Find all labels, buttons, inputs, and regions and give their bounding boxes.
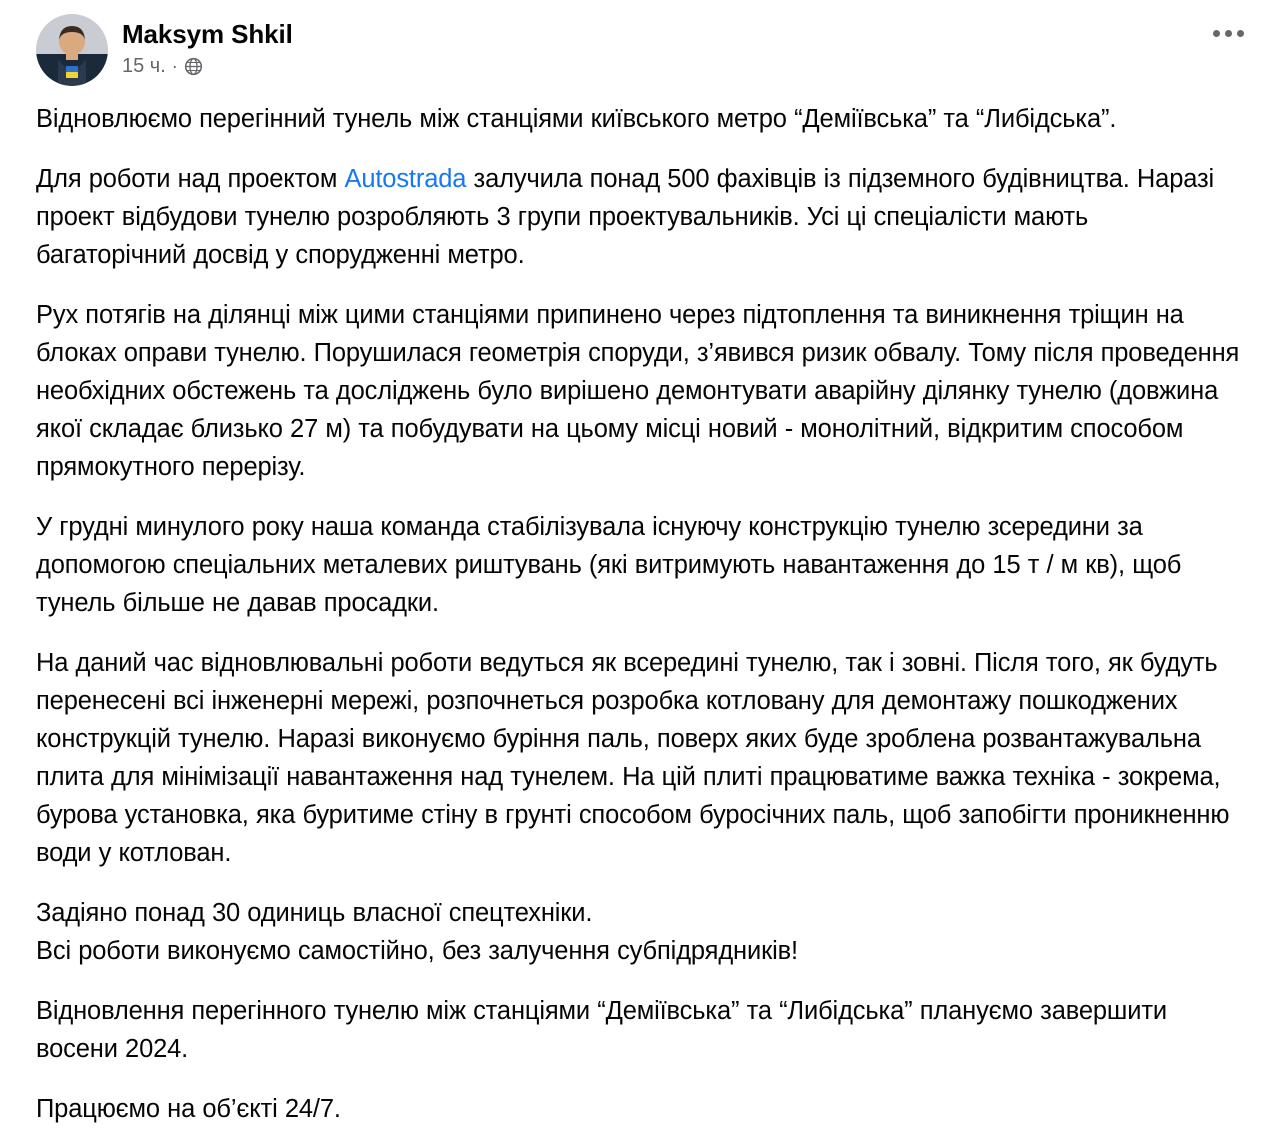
paragraph-text: Для роботи над проектом — [36, 165, 345, 193]
paragraph-text: Рух потягів на ділянці між цими станціями припинено через підтоплення та виникнення тріщин на блоках оправи тунелю. Порушилася геометрія споруди, з’явився ризик обвалу. Тому після проведення необхідних обстежень та досліджень було вирішено демонтувати аварійну ділянку тунелю (довжина якої складає близько 27 м) та побудувати на цьому місці новий - монолітний, відкритим способом прямокутного перерізу. — [36, 301, 1240, 481]
post-meta — [122, 54, 293, 78]
paragraph-text: Відновлення перегінного тунелю між станціями “Деміївська” та “Либідська” плануємо завершити восени 2024. — [36, 997, 1167, 1063]
author-name[interactable]: Maksym Shkil — [122, 19, 293, 49]
autostrada-link[interactable]: Autostrada — [344, 165, 467, 193]
post-paragraph — [36, 508, 1244, 622]
post-paragraph — [36, 644, 1244, 872]
dot — [1225, 30, 1232, 37]
post-paragraph — [36, 1090, 1244, 1128]
paragraph-text: Відновлюємо перегінний тунель між станціями київського метро “Деміївська” та “Либідська”. — [36, 105, 1117, 133]
paragraph-text: У грудні минулого року наша команда стабілізувала існуючу конструкцію тунелю зсередини за допомогою спеціальних металевих риштувань (які витримують навантаження до 15 т / м кв), щоб тунель більше не давав просадки. — [36, 513, 1182, 617]
paragraph-text: Задіяно понад 30 одиниць власної спецтехніки. — [36, 899, 593, 927]
post-paragraph — [36, 100, 1244, 138]
dot — [1237, 30, 1244, 37]
post-header — [36, 14, 1244, 96]
post-paragraph — [36, 160, 1244, 274]
paragraph-text: залучила понад 500 фахівців із підземного будівництва. Наразі проект відбудови тунелю розробляють 3 групи проектувальників. Усі ці спеціалісти мають багаторічний досвід у спорудженні метро. — [36, 165, 1215, 269]
meta-separator: · — [171, 56, 178, 76]
paragraph-text: Всі роботи виконуємо самостійно, без залучення субпідрядників! — [36, 937, 798, 965]
paragraph-text: Працюємо на об’єкті 24/7. — [36, 1095, 341, 1123]
globe-icon[interactable] — [184, 57, 203, 76]
dot — [1213, 30, 1220, 37]
post-body — [36, 96, 1244, 1128]
post-paragraph — [36, 894, 1244, 970]
post-header-text — [122, 14, 293, 78]
post-paragraph — [36, 992, 1244, 1068]
paragraph-text: На даний час відновлювальні роботи ведуться як всередині тунелю, так і зовні. Після того, як будуть перенесені всі інженерні мережі, розпочнеться розробка котловану для демонтажу пошкоджених конструкцій тунелю. Наразі виконуємо буріння паль, поверх яких буде зроблена розвантажувальна плита для мінімізації навантаження над тунелем. На цій плиті працюватиме важка техніка - зокрема, бурова установка, яка буритиме стіну в грунті способом буросічних паль, щоб запобігти проникненню води у котлован. — [36, 649, 1230, 867]
more-options-icon[interactable] — [1213, 30, 1244, 37]
post-paragraph — [36, 296, 1244, 486]
avatar[interactable] — [36, 14, 108, 86]
post-timestamp[interactable]: 15 ч. — [122, 55, 166, 77]
